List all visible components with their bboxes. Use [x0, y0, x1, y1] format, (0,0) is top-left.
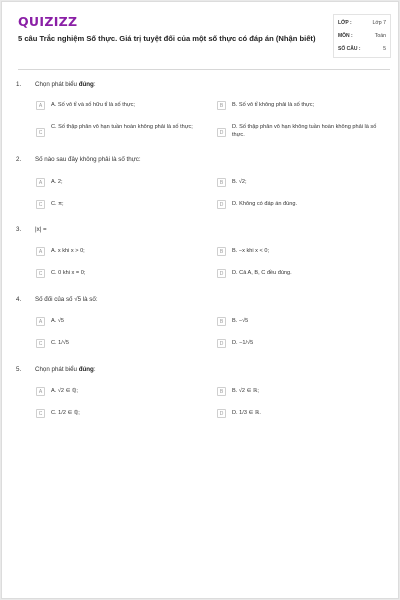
option-letter-box: B: [217, 101, 226, 110]
worksheet-page: [1, 1, 399, 599]
option-letter-box: C: [36, 200, 45, 209]
question-number: 4.: [16, 296, 22, 303]
quizizz-logo: QUIZIZZ: [18, 14, 78, 29]
option-letter-box: C: [36, 409, 45, 418]
question-number: 2.: [16, 156, 22, 163]
option-letter-box: C: [36, 269, 45, 278]
meta-row-grade: [334, 17, 392, 31]
option-letter-box: C: [36, 128, 45, 137]
option-letter-box: D: [217, 128, 226, 137]
option-label: D. Không có đáp án đúng.: [232, 201, 298, 207]
question-text: Số đối của số √5 là số:: [35, 296, 98, 303]
question-number: 5.: [16, 366, 22, 373]
option-letter-box: D: [217, 269, 226, 278]
worksheet-header: [2, 2, 400, 70]
question-text: Chọn phát biểu đúng:: [35, 81, 96, 88]
option-letter-box: C: [36, 339, 45, 348]
option-label: A. 2;: [51, 179, 63, 185]
meta-key: MÔN :: [338, 33, 353, 39]
option-label: D. −1/√5: [232, 340, 254, 346]
option-label: B. Số vô tỉ không phải là số thực;: [232, 102, 315, 108]
option-label: C. 1/√5: [51, 340, 69, 346]
question-text: Chọn phát biểu đúng:: [35, 366, 96, 373]
option-letter-box: D: [217, 339, 226, 348]
option-label: B. −x khi x < 0;: [232, 248, 269, 254]
page-title: 5 câu Trắc nghiệm Số thực. Giá trị tuyệt đối của một số thực có đáp án (Nhận biết): [18, 34, 316, 43]
option-label: B. √2 ∈ ℝ;: [232, 388, 259, 394]
option-letter-box: A: [36, 317, 45, 326]
option-letter-box: A: [36, 178, 45, 187]
meta-value: Lớp 7: [372, 20, 386, 26]
question-number: 3.: [16, 226, 22, 233]
option-label: C. 0 khi x = 0;: [51, 270, 86, 276]
option-letter-box: D: [217, 200, 226, 209]
option-label: D. 1/3 ∈ ℝ.: [232, 410, 261, 416]
meta-key: SỐ CÂU :: [338, 46, 361, 52]
option-label: C. π;: [51, 201, 64, 207]
option-letter-box: B: [217, 247, 226, 256]
header-divider: [18, 69, 390, 70]
option-label: D. Cả A, B, C đều đúng.: [232, 270, 292, 276]
option-letter-box: A: [36, 101, 45, 110]
option-label: C. Số thập phân vô hạn tuần hoàn không phải là số thực;: [51, 124, 193, 130]
meta-value: 5: [383, 46, 386, 52]
option-letter-box: B: [217, 178, 226, 187]
option-letter-box: B: [217, 317, 226, 326]
option-label: B. −√5: [232, 318, 249, 324]
option-label: C. 1/2 ∈ ℚ;: [51, 410, 80, 416]
option-label: A. Số vô tỉ và số hữu tỉ là số thực;: [51, 102, 135, 108]
option-label: B. √2;: [232, 179, 247, 185]
meta-value: Toán: [374, 33, 386, 39]
question-text: |x| =: [35, 226, 47, 233]
meta-row-subject: [334, 30, 392, 44]
meta-key: LỚP :: [338, 20, 352, 26]
option-letter-box: D: [217, 409, 226, 418]
option-label: A. √5: [51, 318, 65, 324]
option-letter-box: B: [217, 387, 226, 396]
option-letter-box: A: [36, 247, 45, 256]
question-text: Số nào sau đây không phải là số thực:: [35, 156, 141, 163]
option-letter-box: A: [36, 387, 45, 396]
meta-box: [333, 14, 391, 58]
meta-row-count: [334, 43, 392, 57]
option-label: A. √2 ∈ ℚ;: [51, 388, 78, 394]
question-number: 1.: [16, 81, 22, 88]
option-label: A. x khi x > 0;: [51, 248, 85, 254]
option-label: D. Số thập phân vô hạn không tuần hoàn không phải là số thực.: [232, 124, 377, 138]
